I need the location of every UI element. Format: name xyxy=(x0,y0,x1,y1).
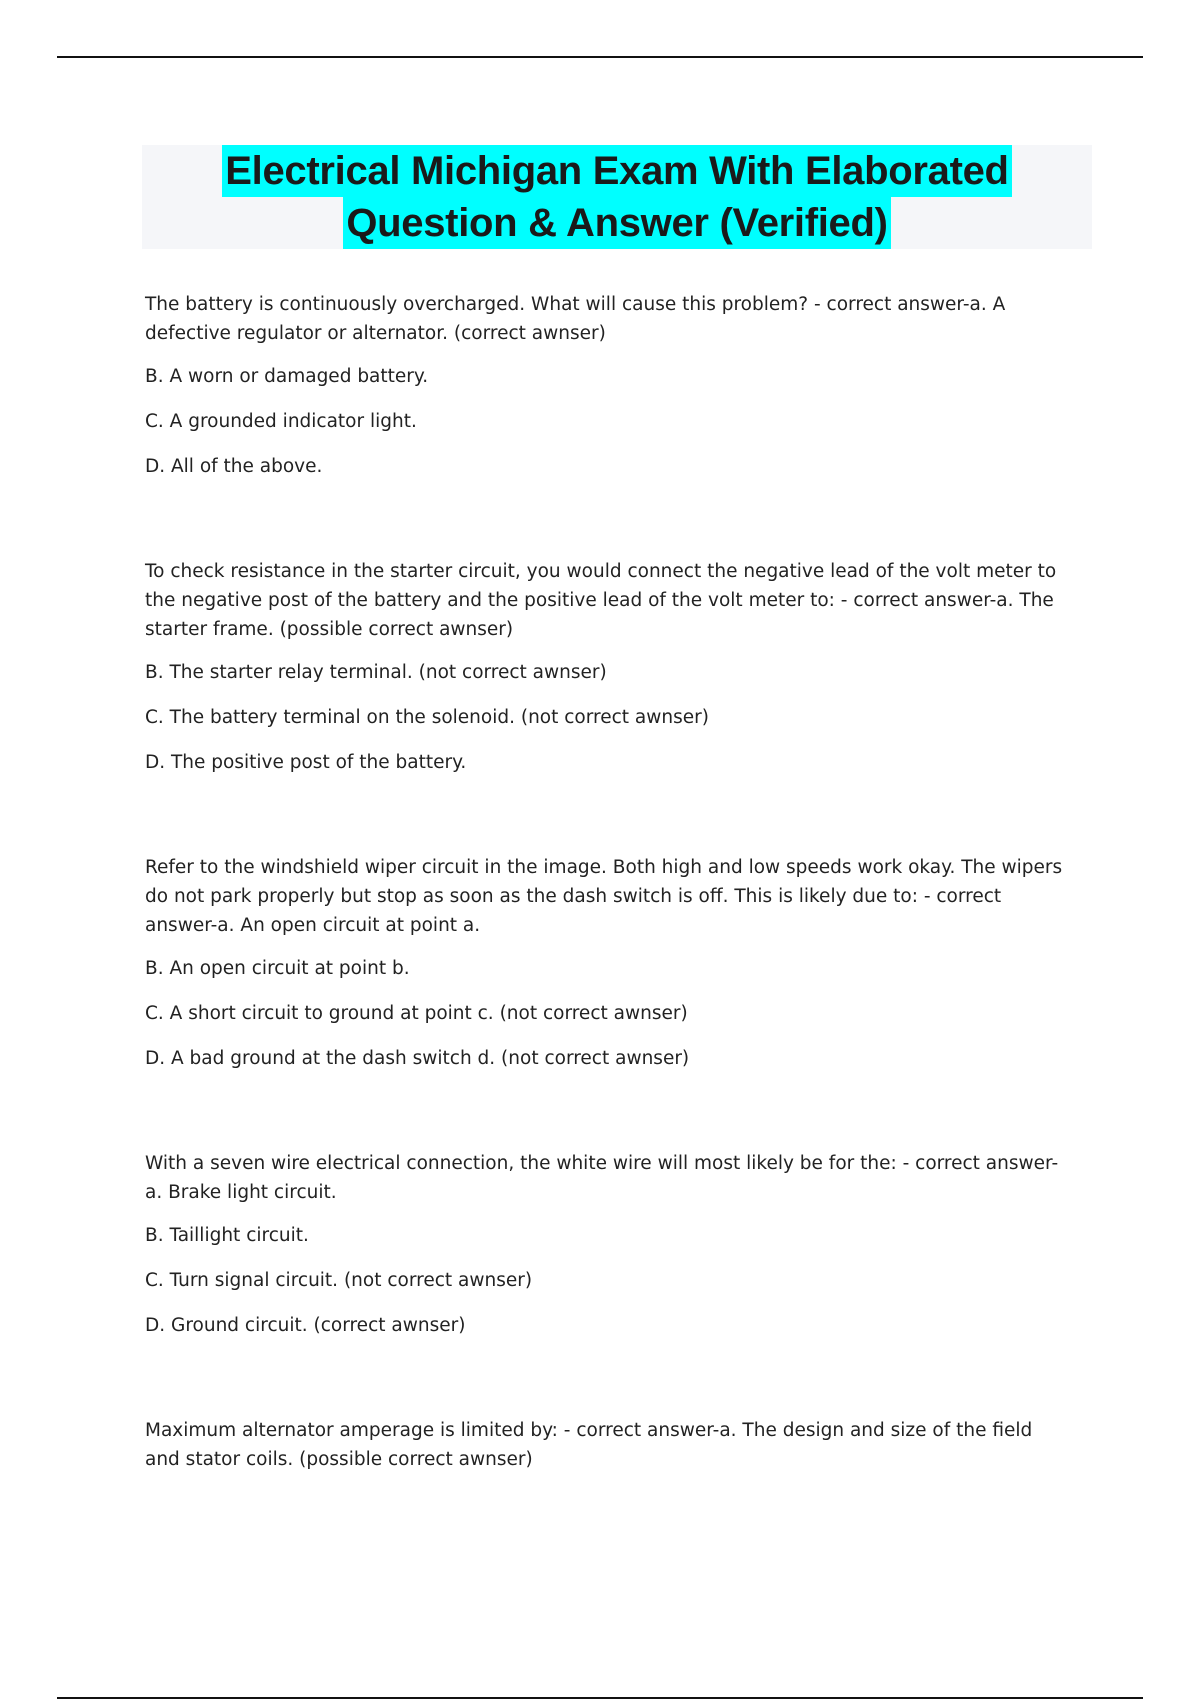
title-block xyxy=(142,145,1092,249)
question-list xyxy=(145,290,1070,1550)
question-text: Refer to the windshield wiper circuit in the image. Both high and low speeds work okay. The wipers do not park properly but stop as soon as the dash switch is off. This is likely due to: - correct answer-a. An open circuit at point a. xyxy=(145,857,1063,936)
answer-option: B. The starter relay terminal. (not correct awnser) xyxy=(145,662,607,683)
answer-option: D. A bad ground at the dash switch d. (not correct awnser) xyxy=(145,1048,690,1069)
answer-option: B. Taillight circuit. xyxy=(145,1225,309,1246)
answer-option: D. Ground circuit. (correct awnser) xyxy=(145,1315,466,1336)
question-text: Maximum alternator amperage is limited by: - correct answer-a. The design and size of the field and stator coils. (possible correct awnser) xyxy=(145,1420,1033,1470)
answer-option: D. All of the above. xyxy=(145,456,323,477)
question-item xyxy=(145,557,1070,777)
answer-option: C. The battery terminal on the solenoid. (not correct awnser) xyxy=(145,707,709,728)
question-item xyxy=(145,290,1070,481)
answer-option: B. A worn or damaged battery. xyxy=(145,366,429,387)
answer-option: C. A short circuit to ground at point c. (not correct awnser) xyxy=(145,1003,688,1024)
document-title-line-2: Question & Answer (Verified) xyxy=(343,197,890,249)
bottom-divider xyxy=(57,1697,1143,1699)
question-item xyxy=(145,853,1070,1073)
question-text: To check resistance in the starter circuit, you would connect the negative lead of the volt meter to the negative post of the battery and the positive lead of the volt meter to: - correct answer-a. The starter frame. (possible correct awnser) xyxy=(145,561,1057,640)
answer-option: D. The positive post of the battery. xyxy=(145,752,467,773)
document-title-line-1: Electrical Michigan Exam With Elaborated xyxy=(222,145,1011,197)
question-item xyxy=(145,1416,1070,1474)
answer-option: B. An open circuit at point b. xyxy=(145,958,410,979)
question-text: The battery is continuously overcharged. What will cause this problem? - correct answer-a. A defective regulator or alternator. (correct awnser) xyxy=(145,294,1006,344)
top-divider xyxy=(57,56,1143,58)
question-text: With a seven wire electrical connection, the white wire will most likely be for the: - correct answer-a. Brake light circuit. xyxy=(145,1153,1059,1203)
question-item xyxy=(145,1149,1070,1340)
answer-option: C. A grounded indicator light. xyxy=(145,411,417,432)
answer-option: C. Turn signal circuit. (not correct awnser) xyxy=(145,1270,533,1291)
